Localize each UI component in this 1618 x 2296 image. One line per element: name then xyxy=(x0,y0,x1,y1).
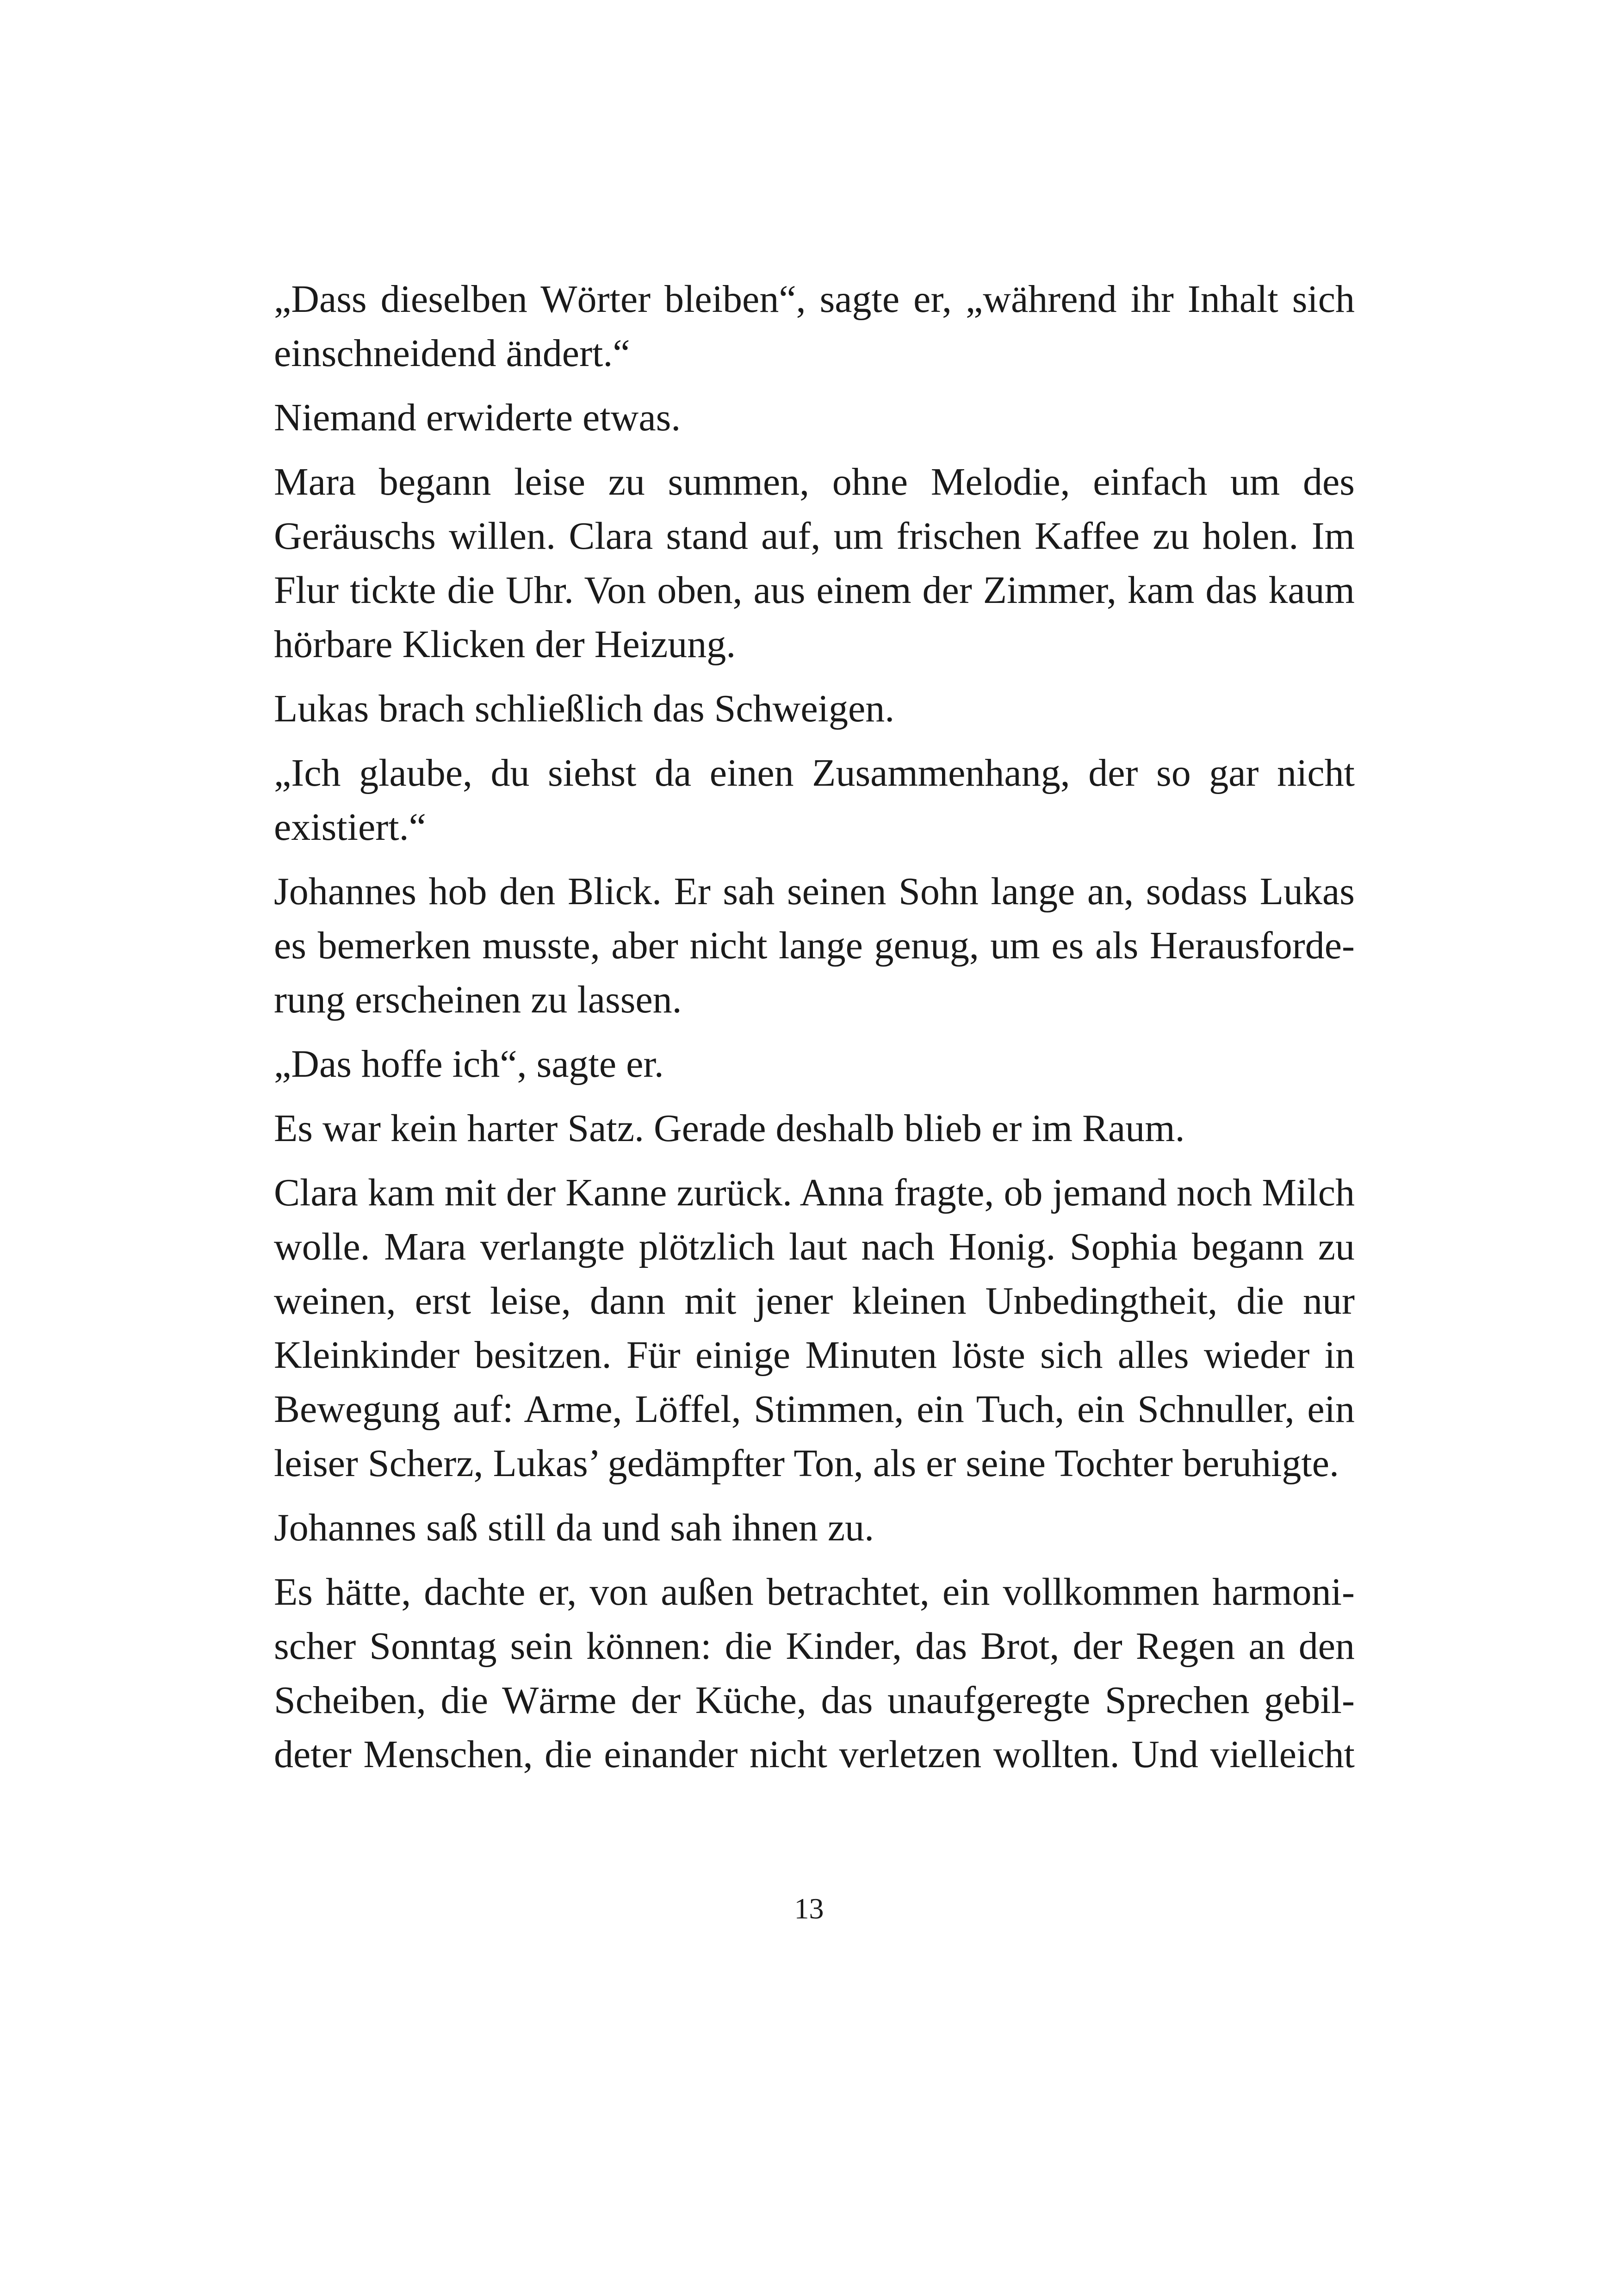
paragraph-8: Es war kein harter Satz. Gerade deshalb blieb er im Raum. xyxy=(274,1107,1185,1150)
paragraph-10: Johannes saß still da und sah ihnen zu. xyxy=(274,1506,874,1549)
paragraph-5: „Ich glaube, du siehst da einen Zusammenhang, der so gar nicht existiert.“ xyxy=(274,751,1355,849)
paragraph-9: Clara kam mit der Kanne zurück. Anna fragte, ob jemand noch Milch wolle. Mara verlangte plötzlich laut nach Honig. Sophia begann zu weinen, erst leise, dann mit jener kleinen Unbedingtheit, die nur Kleinkinder besitzen. Für einige Minuten löste sich alles wieder in Bewegung auf: Arme, Löffel, Stimmen, ein Tuch, ein Schnuller, ein leiser Scherz, Lukas’ gedämpfter Ton, als er seine Tochter beruhigte. xyxy=(274,1171,1355,1485)
paragraph-7: „Das hoffe ich“, sagte er. xyxy=(274,1043,664,1086)
paragraph-1: „Dass dieselben Wörter bleiben“, sagte er, „während ihr Inhalt sich einschneidend ändert.“ xyxy=(274,278,1355,375)
paragraph-11: Es hätte, dachte er, von außen betrachtet, ein vollkommen harmonischer Sonntag sein können: die Kinder, das Brot, der Regen an den Scheiben, die Wärme der Küche, das unaufgeregte Sprechen gebildeter Menschen, die einander nicht verletzen wollten. Und vielleicht xyxy=(274,1570,1355,1776)
paragraph-2: Niemand erwiderte etwas. xyxy=(274,396,681,439)
paragraph-6: Johannes hob den Blick. Er sah seinen Sohn lange an, sodass Lukas es bemerken musste, aber nicht lange genug, um es als Herausforderung erscheinen zu lassen. xyxy=(274,870,1355,1021)
paragraph-4: Lukas brach schließlich das Schweigen. xyxy=(274,687,895,730)
paragraph-3: Mara begann leise zu summen, ohne Melodie, einfach um des Geräuschs willen. Clara stand auf, um frischen Kaffee zu holen. Im Flur tickte die Uhr. Von oben, aus einem der Zimmer, kam das kaum hörbare Klicken der Heizung. xyxy=(274,460,1355,666)
page-number: 13 xyxy=(794,1892,824,1925)
body-text xyxy=(274,272,1355,1792)
